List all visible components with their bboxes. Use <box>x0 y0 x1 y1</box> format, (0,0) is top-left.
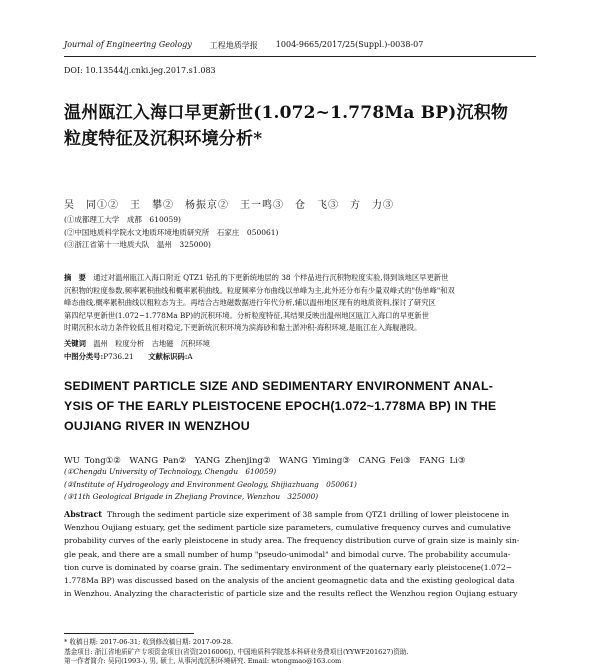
abstract-line: tion curve is dominated by coarse grain. The sedimentary environment of the quaternary early pleistocene(1.072~ <box>64 562 513 572</box>
abstract-line: Wenzhou Oujiang estuary, get the sediment particle size parameters, cumulative frequency curves and cumulative <box>64 523 511 533</box>
abstract-line <box>64 508 538 521</box>
abstract-line: 第四纪早更新世(1.072~1.778Ma BP)的沉积环境。分析粒度特征,其结果反映出温州地区瓯江入海口的早更新世 <box>64 310 429 320</box>
chinese-affiliations <box>64 214 278 252</box>
keywords-block <box>64 338 210 363</box>
abstract-line: gle peak, and there are a small number of hump "pseudo-unimodal" and bimodal curve. The probability accumula- <box>64 549 511 559</box>
journal-name-cn: 工程地质学报 <box>209 41 258 50</box>
abstract-label: 摘 要 <box>64 273 86 282</box>
abstract-line: 峰态曲线,概率累积曲线以粗粒态为主。再结合古地磁数据进行年代分析,辅以温州地区现有的地质资料,探讨了研究区 <box>64 298 436 307</box>
english-authors: WU Tong①② WANG Pan② YANG Zhenjing② WANG Yiming③ CANG Fei③ FANG Li③ <box>64 456 466 466</box>
chinese-abstract <box>64 272 538 335</box>
chinese-title-line: 温州瓯江入海口早更新世(1.072~1.778Ma BP)沉积物 <box>64 103 509 123</box>
footnote-rule <box>64 633 194 634</box>
journal-name: Journal of Engineering Geology <box>64 40 192 49</box>
abstract-line <box>64 272 538 285</box>
classification-line <box>64 351 210 364</box>
chinese-title <box>64 100 544 152</box>
doc-code: A <box>187 351 193 361</box>
abstract-text: Through the sediment particle size experiment of 38 sample from QTZ1 drilling of lower pleistocene in <box>106 510 510 519</box>
doi: DOI: 10.13544/j.cnki.jeg.2017.s1.083 <box>64 66 216 75</box>
classification-label: 中图分类号: <box>64 351 104 361</box>
affiliation: (①成都理工大学 成都 610059) <box>64 215 181 224</box>
english-title-line: OUJIANG RIVER IN WENZHOU <box>64 419 250 433</box>
keywords-label: 关键词 <box>64 339 86 348</box>
abstract-text: 通过对温州瓯江入海口附近 QTZ1 钻孔的下更新统地层的 38 个样品进行沉积物粒度实验,得到该地区早更新世 <box>93 273 449 282</box>
english-title-line: SEDIMENT PARTICLE SIZE AND SEDIMENTARY ENVIRONMENT ANAL- <box>64 379 494 393</box>
footnote: * 收稿日期: 2017-06-31; 收到修改稿日期: 2017-09-28. <box>64 638 234 646</box>
footnotes <box>64 638 409 667</box>
abstract-line: probability curves of the early pleistocene in study area. The frequency distribution curve of grain size is mainly sin- <box>64 536 520 546</box>
english-title-line: YSIS OF THE EARLY PLEISTOCENE EPOCH(1.072~1.778MA BP) IN THE <box>64 399 497 413</box>
abstract-line: in Wenzhou. Analyzing the characteristic of particle size and the results reflect the Wenzhou region Oujiang estuary <box>64 589 518 599</box>
affiliation: (③浙江省第十一地质大队 温州 325000) <box>64 240 211 249</box>
doc-code-label: 文献标识码: <box>148 351 188 361</box>
english-abstract <box>64 508 538 600</box>
abstract-line: 1.778Ma BP) was discussed based on the analysis of the ancient geomagnetic data and the existing geological data <box>64 576 515 586</box>
chinese-title-line: 粒度特征及沉积环境分析* <box>64 129 263 149</box>
affiliation: (③11th Geological Brigade in Zhejiang Province, Wenzhou 325000) <box>64 492 319 501</box>
affiliation: (①Chengdu University of Technology, Chengdu 610059) <box>64 467 277 476</box>
footnote: 第一作者简介: 吴同(1993-), 男, 硕士, 从事河流沉积环境研究. Email: wtongmao@163.com <box>64 657 342 665</box>
keywords-line <box>64 338 210 351</box>
abstract-line: 沉积物的粒度参数,频率累积曲线和概率累积曲线。粒度频率分布曲线以单峰为主,此外还分布有少量双峰式的"伪单峰"和双 <box>64 285 455 295</box>
footnote: 基金项目: 浙江省地质矿产专项资金项目(省资[2016006]), 中国地质科学院基本科研业务费项目(YYWF201627)资助. <box>64 647 409 656</box>
chinese-authors: 吴 同①② 王 攀② 杨振京② 王一鸣③ 仓 飞③ 方 力③ <box>64 200 394 211</box>
header-rule <box>64 56 536 57</box>
affiliation: (②中国地质科学院水文地质环境地质研究所 石家庄 050061) <box>64 227 279 237</box>
abstract-line: 时期沉积水动力条件较低且相对稳定,下更新统沉积环境为滨海砂和黏土淤冲积-海积环境,是瓯江在入海舰港段。 <box>64 323 422 332</box>
affiliation: (②Institute of Hydrogeology and Environment Geology, Shijiazhuang 050061) <box>64 479 357 489</box>
keywords: 温州 粒度分析 古地磁 沉积环境 <box>93 339 210 348</box>
issn-line: 1004-9665/2017/25(Suppl.)-0038-07 <box>275 40 424 49</box>
abstract-label: Abstract <box>64 509 102 519</box>
english-affiliations <box>64 466 357 504</box>
classification-code: P736.21 <box>103 351 134 361</box>
running-header <box>64 40 536 51</box>
english-title <box>64 376 538 436</box>
